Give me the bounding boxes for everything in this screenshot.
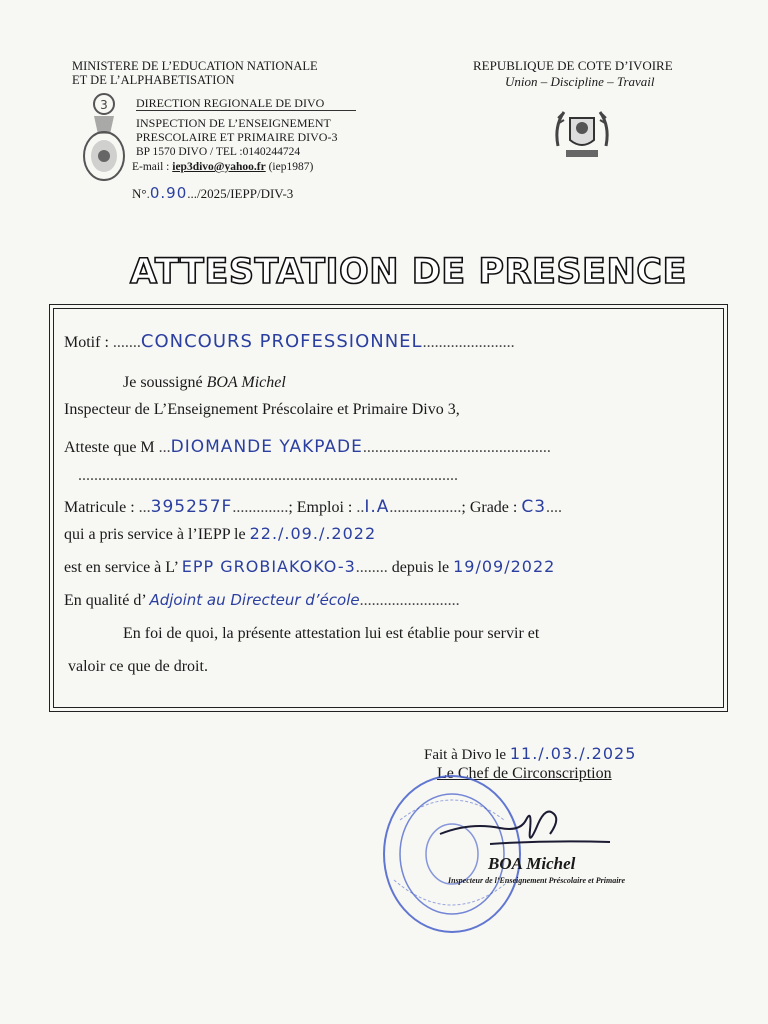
motif-line: Motif : .......CONCOURS PROFESSIONNEL.......................	[64, 331, 515, 352]
direction-label: DIRECTION REGIONALE DE DIVO	[136, 96, 325, 110]
motif-label: Motif :	[64, 334, 113, 351]
grade-label: ; Grade :	[461, 499, 522, 516]
blank-dotted-line: ...............................................................................................	[78, 467, 458, 484]
email-link[interactable]: iep3divo@yahoo.fr	[172, 161, 266, 173]
signatory-name: BOA Michel	[488, 854, 576, 873]
inspection-line-2: PRESCOLAIRE ET PRIMAIRE DIVO-3	[136, 130, 338, 144]
soussigne-name: BOA Michel	[206, 374, 286, 391]
emploi-label: ; Emploi :	[288, 499, 357, 516]
closing-line-2: valoir ce que de droit.	[68, 658, 208, 675]
service-date: 22./.09./.2022	[249, 524, 377, 543]
document-title: ATTESTATION DE PRESENCE	[130, 252, 687, 292]
inspecteur-line: Inspecteur de L’Enseignement Préscolaire et Primaire Divo 3,	[64, 401, 460, 418]
en-service-line: est en service à L’ EPP GROBIAKOKO-3........ depuis le 19/09/2022	[64, 557, 556, 576]
ref-number: 0.90	[149, 184, 188, 202]
chef-label: Le Chef de Circonscription	[437, 765, 612, 782]
fait-line	[424, 744, 636, 764]
direction-underline	[136, 110, 356, 111]
atteste-line: Atteste que M ...DIOMANDE YAKPADE...............................................	[64, 437, 551, 457]
depuis-label: depuis le	[387, 559, 454, 576]
depuis-date: 19/09/2022	[453, 557, 556, 576]
fait-label: Fait à Divo le	[424, 747, 510, 763]
email-label: E-mail :	[132, 161, 173, 173]
ref-suffix: .../2025/IEPP/DIV-3	[187, 186, 294, 201]
grade-value: C3	[521, 497, 547, 517]
soussigne-label: Je soussigné	[123, 374, 207, 391]
emploi-value: I.A	[364, 497, 390, 517]
atteste-label: Atteste que M	[64, 439, 159, 456]
reference-number: N°.0.90.../2025/IEPP/DIV-3	[132, 184, 294, 202]
inspection-line-1: INSPECTION DE L’ENSEIGNEMENT	[136, 116, 331, 130]
atteste-value: DIOMANDE YAKPADE	[170, 437, 363, 457]
signature-icon	[430, 800, 620, 860]
qualite-value: Adjoint au Directeur d’école	[149, 591, 360, 609]
qualite-label: En qualité d’	[64, 592, 150, 609]
republic-motto: Union – Discipline – Travail	[505, 74, 655, 89]
fait-date: 11./.03./.2025	[509, 744, 637, 763]
email-line	[132, 160, 313, 174]
ministry-line-1: MINISTERE DE L’EDUCATION NATIONALE	[72, 59, 318, 73]
ministry-emblem-icon	[80, 90, 128, 186]
bp-tel: BP 1570 DIVO / TEL :0140244724	[136, 146, 301, 158]
service-label: qui a pris service à l’IEPP le	[64, 526, 250, 543]
motif-value: CONCOURS PROFESSIONNEL	[140, 331, 423, 352]
closing-line-1: En foi de quoi, la présente attestation lui est établie pour servir et	[123, 625, 540, 642]
matricule-value: 395257F	[150, 497, 233, 517]
matricule-line: Matricule : ...395257F..............; Emploi : ..I.A..................; Grade : C3....	[64, 497, 563, 517]
matricule-label: Matricule :	[64, 499, 139, 516]
soussigne-line	[123, 374, 286, 392]
qualite-line: En qualité d’ Adjoint au Directeur d’école.........................	[64, 591, 460, 609]
ref-prefix: N°	[132, 186, 147, 201]
ecole-value: EPP GROBIAKOKO-3	[181, 557, 356, 576]
coat-of-arms-icon	[552, 106, 612, 162]
ministry-line-2: ET DE L’ALPHABETISATION	[72, 73, 235, 87]
en-service-label: est en service à L’	[64, 559, 182, 576]
signatory-title: Inspecteur de l’Enseignement Préscolaire et Primaire	[448, 876, 626, 885]
republic-label: REPUBLIQUE DE COTE D’IVOIRE	[473, 58, 673, 73]
email-suffix: (iep1987)	[265, 161, 314, 173]
service-line	[64, 524, 376, 544]
svg-text:3: 3	[100, 98, 108, 112]
